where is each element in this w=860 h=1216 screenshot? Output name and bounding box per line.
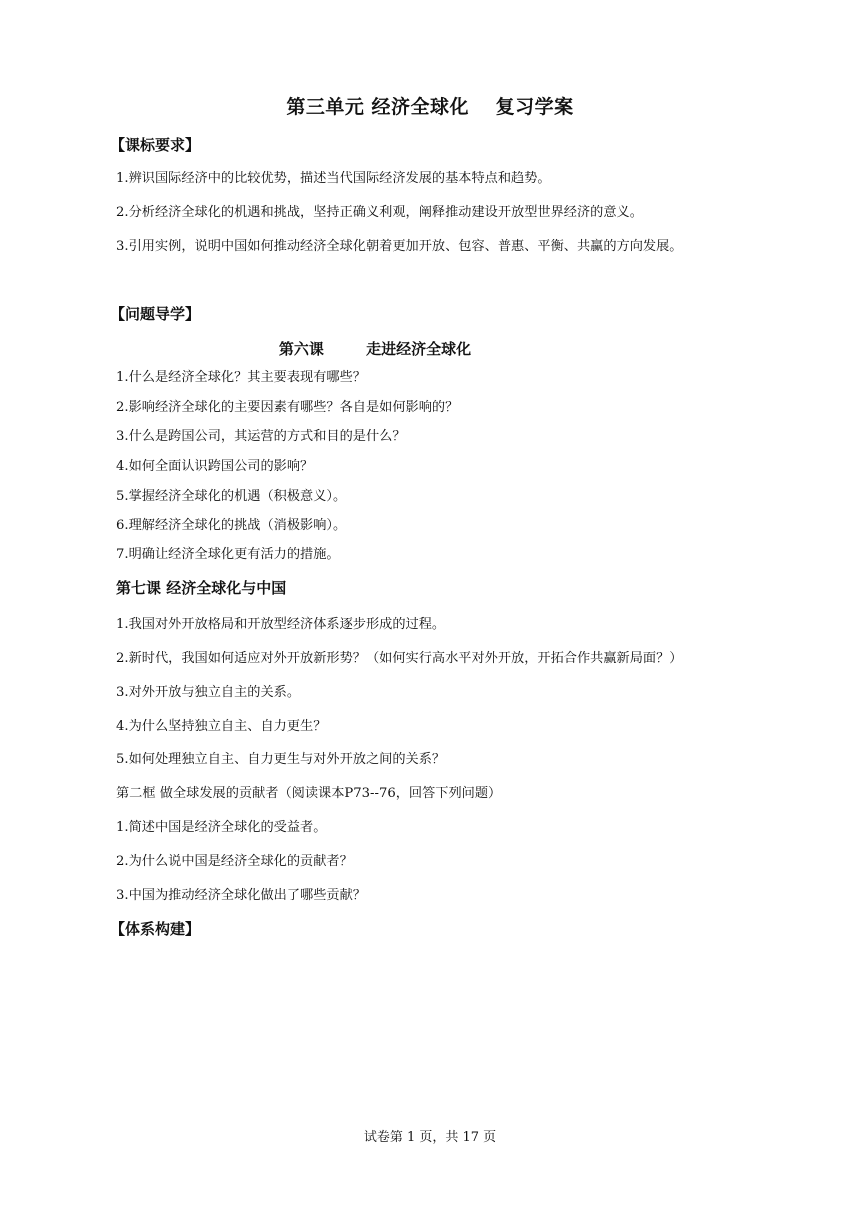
requirement-item: 1.辨识国际经济中的比较优势，描述当代国际经济发展的基本特点和趋势。 [116,171,551,186]
lesson7-question: 1.我国对外开放格局和开放型经济体系逐步形成的过程。 [116,617,446,632]
subframe-question: 3.中国为推动经济全球化做出了哪些贡献？ [116,888,366,903]
lesson6-question: 5.掌握经济全球化的机遇（积极意义）。 [116,489,347,504]
page-footer: 试卷第 1 页，共 17 页 [363,1130,497,1145]
lesson6-question: 1.什么是经济全球化？其主要表现有哪些？ [116,370,366,385]
lesson6-question: 3.什么是跨国公司，其运营的方式和目的是什么？ [116,429,406,444]
lesson6-question: 6.理解经济全球化的挑战（消极影响）。 [116,518,347,533]
lesson6-question: 4.如何全面认识跨国公司的影响？ [116,459,314,474]
lesson7-title: 第七课 经济全球化与中国 [116,579,287,597]
lesson7-question: 3.对外开放与独立自主的关系。 [116,685,301,700]
build-heading: 【体系构建】 [110,920,201,938]
subframe-question: 1.简述中国是经济全球化的受益者。 [116,820,327,835]
lesson7-question: 4.为什么坚持独立自主、自力更生？ [116,719,327,734]
subframe-heading: 第二框 做全球发展的贡献者（阅读课本P73--76，回答下列问题） [116,786,502,801]
subframe-question: 2.为什么说中国是经济全球化的贡献者？ [116,854,353,869]
requirements-heading: 【课标要求】 [110,136,201,154]
guide-heading: 【问题导学】 [110,305,201,323]
requirement-item: 2.分析经济全球化的机遇和挑战，坚持正确义利观，阐释推动建设开放型世界经济的意义。 [116,205,643,220]
page-title: 第三单元 经济全球化 复习学案 [286,96,574,118]
lesson6-title: 第六课 走进经济全球化 [278,340,472,358]
lesson7-question: 2.新时代，我国如何适应对外开放新形势？（如何实行高水平对外开放，开拓合作共赢新局面？） [116,651,683,666]
lesson7-question: 5.如何处理独立自主、自力更生与对外开放之间的关系？ [116,752,446,767]
lesson6-question: 7.明确让经济全球化更有活力的措施。 [116,547,340,562]
lesson6-question: 2.影响经济全球化的主要因素有哪些？各自是如何影响的？ [116,400,459,415]
requirement-item: 3.引用实例，说明中国如何推动经济全球化朝着更加开放、包容、普惠、平衡、共赢的方向发展。 [116,239,683,254]
